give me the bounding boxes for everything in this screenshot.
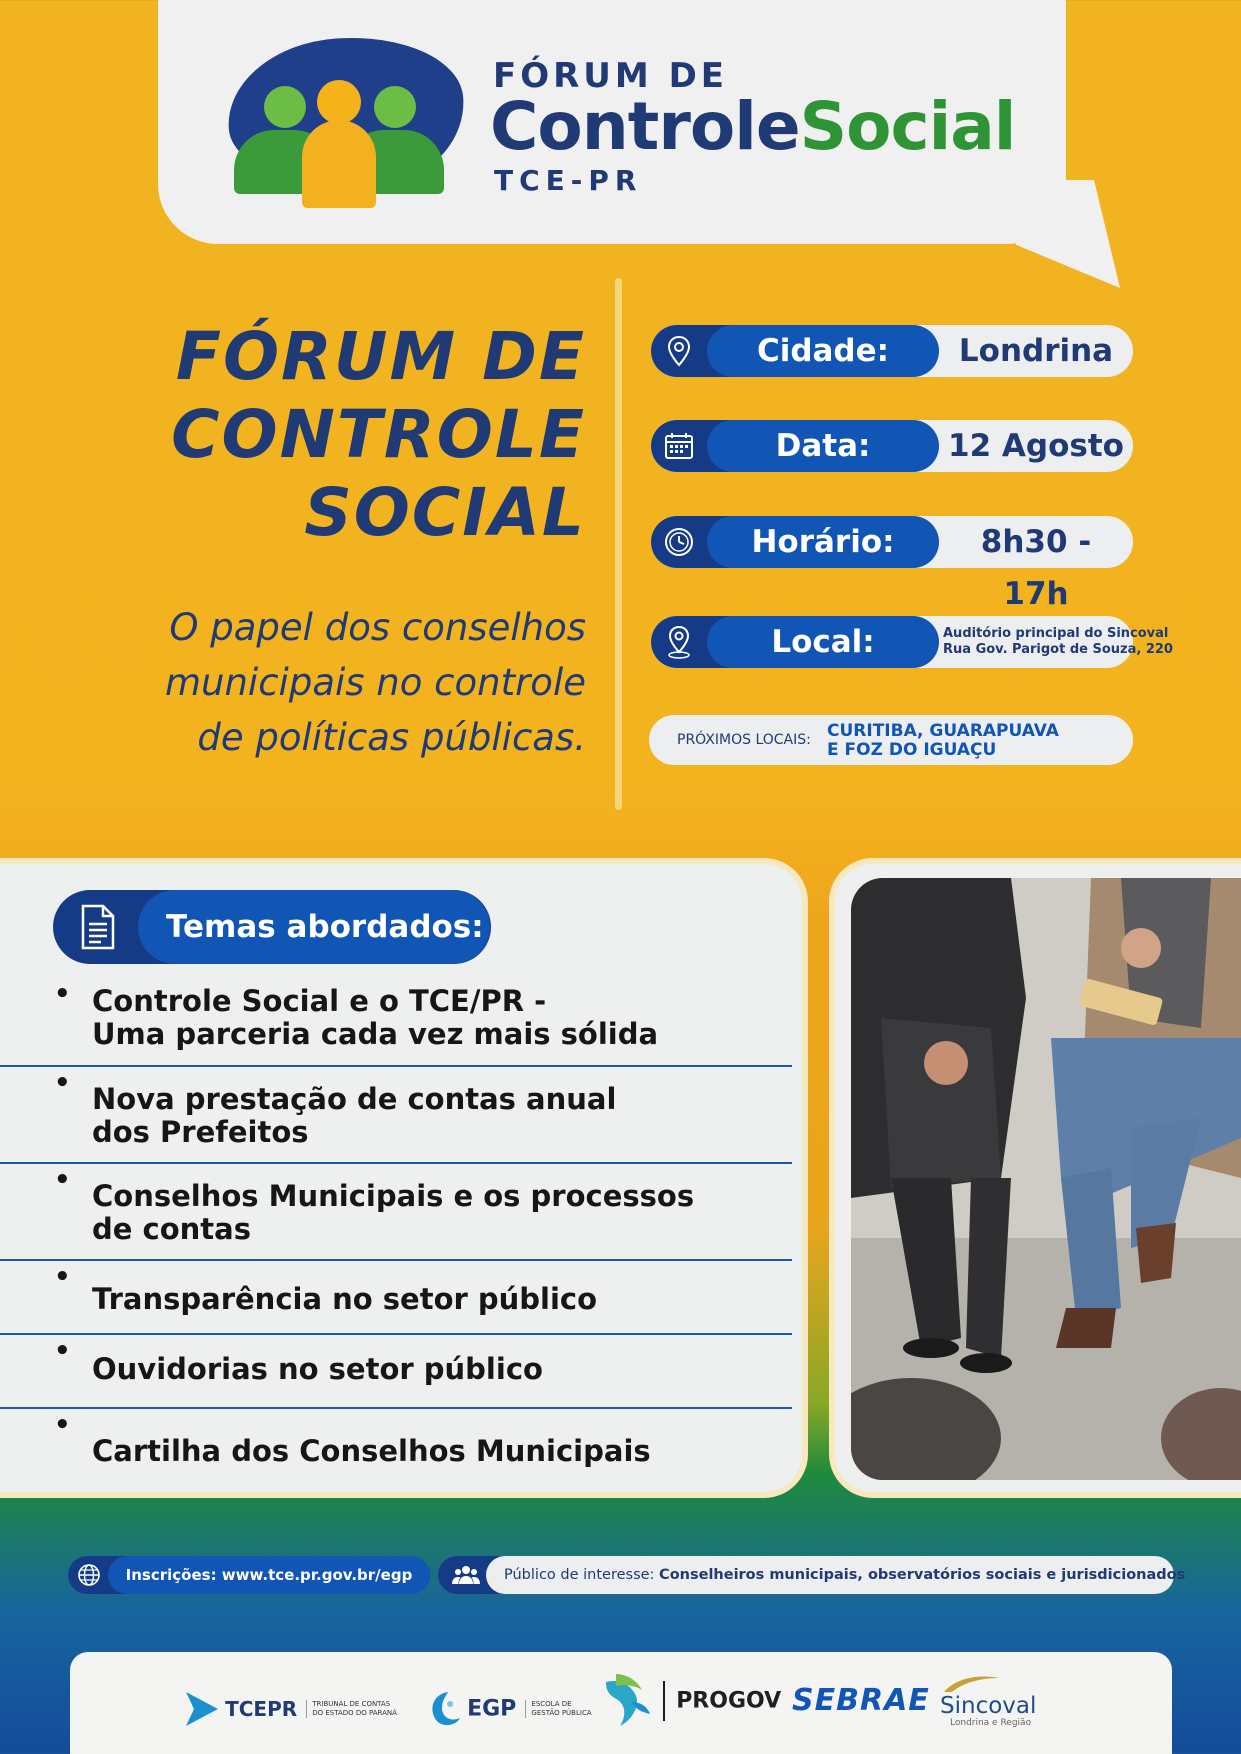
- topics-list: [0, 978, 792, 1485]
- sincoval-swoosh-icon: [942, 1674, 1002, 1694]
- progov-logo: PROGOV: [602, 1672, 781, 1730]
- globe-icon: [77, 1563, 101, 1587]
- place-pill: [651, 616, 1173, 668]
- location-pin-icon: [661, 333, 697, 369]
- topics-title: Temas abordados:: [138, 890, 490, 964]
- list-item: • Conselhos Municipais e os processos de contas: [0, 1164, 792, 1261]
- egp-logo: EGP ESCOLA DE GESTÃO PÚBLICA: [428, 1690, 592, 1728]
- place-value: Auditório principal do Sincoval Rua Gov. Parigot de Souza, 220: [943, 626, 1173, 657]
- main-title: FÓRUM DE CONTROLE SOCIAL: [171, 318, 586, 551]
- list-item: • Nova prestação de contas anual dos Prefeitos: [0, 1067, 792, 1164]
- calendar-icon: [661, 428, 697, 464]
- date-pill: [651, 420, 1133, 472]
- next-locations-value: CURITIBA, GUARAPUAVA E FOZ DO IGUAÇU: [827, 721, 1059, 760]
- list-item: • Controle Social e o TCE/PR - Uma parceria cada vez mais sólida: [0, 978, 792, 1067]
- logo-people-icon: [228, 80, 448, 210]
- progov-bird-icon: [602, 1672, 652, 1730]
- list-item: • Cartilha dos Conselhos Municipais: [0, 1409, 792, 1485]
- audience-text: Público de interesse: Conselheiros municipais, observatórios sociais e jurisdicionados: [486, 1556, 1174, 1594]
- meeting-illustration: [851, 878, 1241, 1480]
- logo-text-social: Social: [799, 88, 1016, 165]
- vertical-divider: [615, 278, 622, 810]
- time-label: Horário:: [707, 516, 939, 568]
- logo-text-forum: FÓRUM DE: [493, 56, 729, 96]
- sincoval-logo: Sincoval Londrina e Região: [940, 1674, 1036, 1728]
- next-locations-label: PRÓXIMOS LOCAIS:: [677, 732, 811, 748]
- next-locations-pill: [649, 715, 1133, 765]
- subtitle: O papel dos conselhos municipais no controle de políticas públicas.: [164, 606, 586, 759]
- egp-swirl-icon: [428, 1690, 462, 1728]
- logo-text-controle-social: ControleSocial: [490, 88, 1016, 165]
- document-icon: [75, 904, 119, 950]
- tcepr-triangle-icon: [184, 1690, 220, 1728]
- time-value: 8h30 - 17h: [980, 524, 1092, 612]
- date-label: Data:: [707, 420, 939, 472]
- place-label: Local:: [707, 616, 939, 668]
- list-item: • Ouvidorias no setor público: [0, 1335, 792, 1409]
- city-label: Cidade:: [707, 325, 939, 377]
- location-pin-icon: [661, 624, 697, 660]
- meeting-photo: [851, 878, 1241, 1480]
- logo-text-tcepr: TCE-PR: [494, 164, 643, 197]
- clock-icon: [661, 524, 697, 560]
- time-pill: [651, 516, 1133, 612]
- tcepr-logo: TCEPR TRIBUNAL DE CONTAS DO ESTADO DO PARANÁ: [184, 1690, 397, 1728]
- date-value: 12 Agosto: [948, 428, 1124, 464]
- city-value: Londrina: [958, 333, 1114, 369]
- list-item: • Transparência no setor público: [0, 1261, 792, 1335]
- sebrae-logo: SEBRAE: [792, 1683, 930, 1718]
- city-pill: [651, 325, 1133, 377]
- registration-link[interactable]: Inscrições: www.tce.pr.gov.br/egp: [108, 1556, 430, 1594]
- group-icon: [452, 1565, 480, 1585]
